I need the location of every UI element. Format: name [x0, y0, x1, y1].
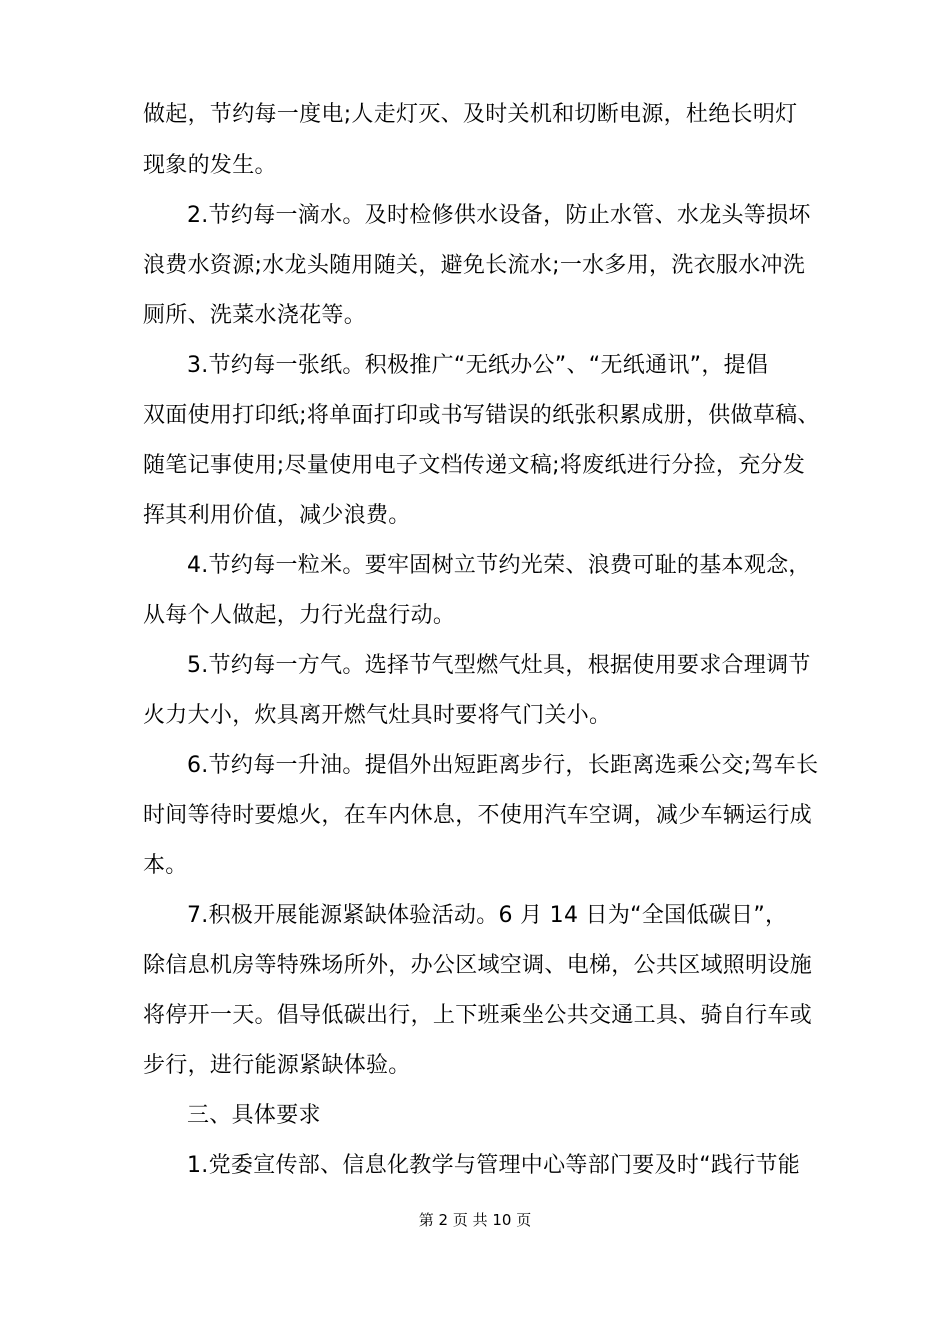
paragraph-item-6: 6.节约每一升油。提倡外出短距离步行，长距离选乘公交;驾车长 — [187, 753, 819, 778]
paragraph-item-5: 5.节约每一方气。选择节气型燃气灶具，根据使用要求合理调节 — [187, 653, 811, 678]
body-text-line: 做起，节约每一度电;人走灯灭、及时关机和切断电源，杜绝长明灯 — [143, 102, 798, 127]
body-text-line: 火力大小，炊具离开燃气灶具时要将气门关小。 — [143, 703, 612, 728]
body-text-line: 双面使用打印纸;将单面打印或书写错误的纸张积累成册，供做草稿、 — [143, 403, 820, 428]
body-text-line: 厕所、洗菜水浇花等。 — [143, 303, 367, 328]
body-text-line: 现象的发生。 — [143, 153, 277, 178]
body-text-line: 步行，进行能源紧缺体验。 — [143, 1053, 411, 1078]
body-text-line: 从每个人做起，力行光盘行动。 — [143, 603, 456, 628]
paragraph-item-3: 3.节约每一张纸。积极推广“无纸办公”、“无纸通讯”，提倡 — [187, 353, 769, 378]
page-number-footer: 第 2 页 共 10 页 — [418, 1211, 532, 1229]
paragraph-item-2: 2.节约每一滴水。及时检修供水设备，防止水管、水龙头等损坏 — [187, 203, 811, 228]
body-text-line: 将停开一天。倡导低碳出行，上下班乘坐公共交通工具、骑自行车或 — [143, 1003, 813, 1028]
body-text-line: 浪费水资源;水龙头随用随关，避免长流水;一水多用，洗衣服水冲洗 — [143, 253, 806, 278]
paragraph-item-4: 4.节约每一粒米。要牢固树立节约光荣、浪费可耻的基本观念， — [187, 553, 811, 578]
paragraph-item-7: 7.积极开展能源紧缺体验活动。6 月 14 日为“全国低碳日”， — [187, 903, 788, 928]
body-text-line: 本。 — [143, 853, 188, 878]
section-heading: 三、具体要求 — [187, 1103, 321, 1128]
body-text-line: 挥其利用价值，减少浪费。 — [143, 503, 411, 528]
body-text-line: 时间等待时要熄火，在车内休息，不使用汽车空调，减少车辆运行成 — [143, 803, 813, 828]
paragraph-item-1: 1.党委宣传部、信息化教学与管理中心等部门要及时“践行节能 — [187, 1153, 801, 1178]
body-text-line: 随笔记事使用;尽量使用电子文档传递文稿;将废纸进行分捡，充分发 — [143, 453, 806, 478]
body-text-line: 除信息机房等特殊场所外，办公区域空调、电梯，公共区域照明设施 — [143, 953, 813, 978]
